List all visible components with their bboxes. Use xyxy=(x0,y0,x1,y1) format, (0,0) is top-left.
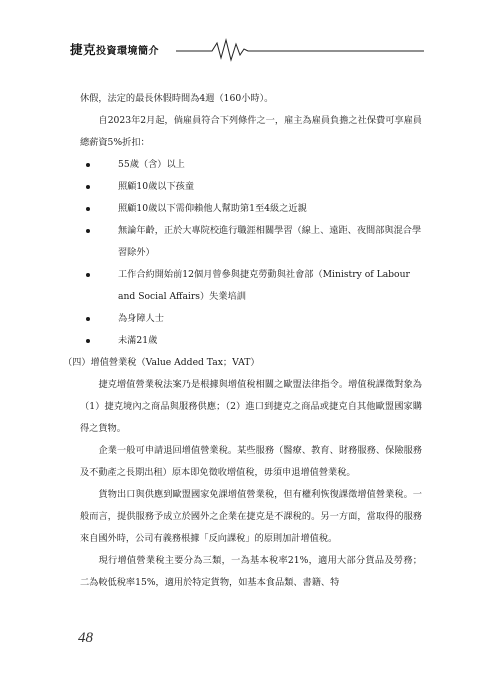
page-body xyxy=(63,88,422,594)
bullet-icon xyxy=(86,273,90,277)
list-item: 照顧10歲以下孩童 xyxy=(80,176,422,198)
bullet-icon xyxy=(86,339,90,343)
list-item: 工作合約開始前12個月曾參與捷克勞動與社會部（Ministry of Labour and Social Affairs）失業培訓 xyxy=(80,264,422,308)
header-title-sub: 投資環境簡介 xyxy=(96,46,160,57)
paragraph-vat-rates: 現行增值營業稅主要分為三類，一為基本稅率21%，適用大部分貨品及勞務；二為較低稅率15%，適用於特定貨物，如基本食品類、書籍、特 xyxy=(80,555,422,588)
list-item: 55歲（含）以上 xyxy=(80,154,422,176)
eligibility-list xyxy=(80,154,422,352)
bullet-icon xyxy=(86,185,90,189)
list-item: 照顧10歲以下需仰賴他人幫助第1至4級之近親 xyxy=(80,198,422,220)
paragraph-vat-refund: 企業一般可申請退回增值營業稅。某些服務（醫療、教育、財務服務、保險服務及不動產之長期出租）原本即免徵收增值稅，毋須申退增值營業稅。 xyxy=(80,445,422,478)
running-header xyxy=(0,36,480,64)
list-item: 未滿21歲 xyxy=(80,330,422,352)
bullet-icon xyxy=(86,229,90,233)
bullet-icon xyxy=(86,207,90,211)
bullet-icon xyxy=(86,163,90,167)
header-title-main: 捷克 xyxy=(70,42,97,57)
header-heartbeat-line xyxy=(0,36,480,64)
paragraph-vacation: 休假，法定的最長休假時間為4週（160小時）。 xyxy=(80,93,274,104)
list-item: 無論年齡，正於大專院校進行職涯相關學習（線上、遠距、夜間部與混合學習除外） xyxy=(80,220,422,264)
paragraph-vat-basis: 捷克增值營業稅法案乃是根據與增值稅相關之歐盟法律指令。增值稅課徵對象為（1）捷克境內之商品與服務供應；（2）進口到捷克之商品或捷克自其他歐盟國家購得之貨物。 xyxy=(80,379,422,434)
section-heading-vat: （四）增值營業稅（Value Added Tax；VAT） xyxy=(63,357,260,368)
page-number: 48 xyxy=(78,630,93,646)
paragraph-social-insurance: 自2023年2月起，倘雇員符合下列條件之一，雇主為雇員負擔之社保費可享雇員總薪資5%折扣： xyxy=(80,115,422,148)
paragraph-vat-export: 貨物出口與供應到歐盟國家免課增值營業稅，但有權利恢復課徵增值營業稅。一般而言，提供服務予成立於國外之企業在捷克是不課稅的。另一方面，當取得的服務來自國外時，公司有義務根據「反向課稅」的原則加計增值稅。 xyxy=(80,489,422,544)
bullet-icon xyxy=(86,317,90,321)
list-item: 為身障人士 xyxy=(80,308,422,330)
